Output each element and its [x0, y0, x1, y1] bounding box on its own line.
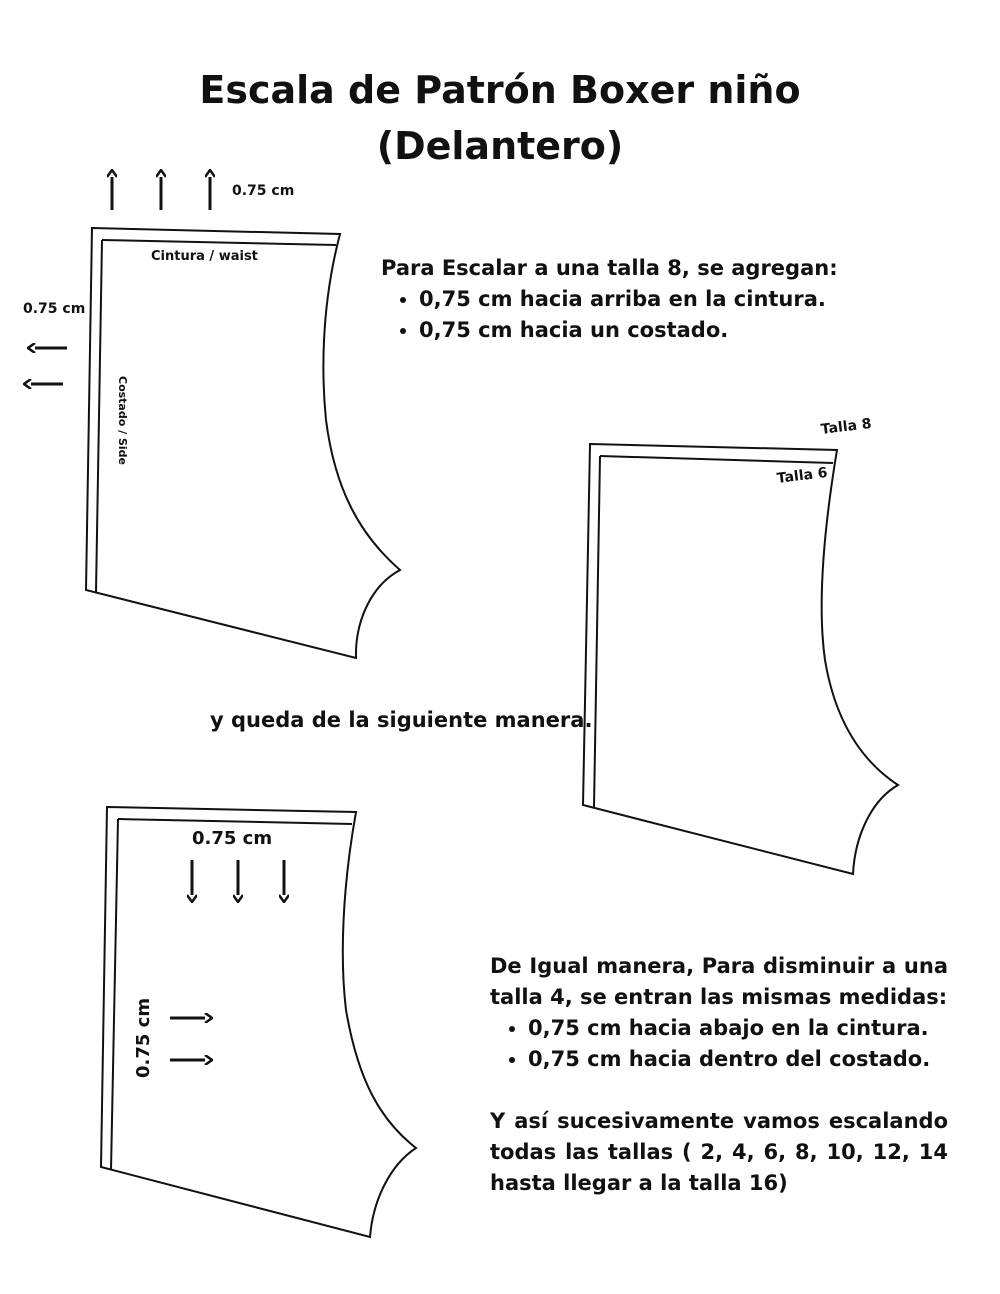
instructions-down-list — [490, 1013, 948, 1075]
instructions-up-intro: Para Escalar a una talla 8, se agregan: — [381, 256, 838, 280]
pattern-result-inner-waist — [600, 456, 833, 463]
instructions-down — [490, 951, 948, 1199]
waist-arrows-down-label: 0.75 cm — [192, 828, 273, 849]
instructions-down-bullet: • 0,75 cm hacia dentro del costado. — [528, 1044, 948, 1075]
size-8-label: Talla 8 — [820, 415, 873, 438]
pattern-top-inner-waist — [102, 240, 336, 245]
instructions-closing: Y así sucesivamente vamos escalando todas las tallas ( 2, 4, 6, 8, 10, 12, 14 hasta llegar a la talla 16) — [490, 1109, 948, 1195]
waist-arrows-up — [112, 177, 210, 210]
pattern-result — [583, 444, 898, 874]
side-arrows-right-label: 0.75 cm — [133, 997, 154, 1078]
instructions-up-bullet: • 0,75 cm hacia un costado. — [419, 315, 941, 346]
result-caption: y queda de la siguiente manera. — [210, 708, 593, 732]
pattern-top-outer — [86, 228, 400, 658]
instructions-down-intro: De Igual manera, Para disminuir a una talla 4, se entran las mismas medidas: — [490, 954, 948, 1009]
pattern-bottom-inner-side — [111, 819, 118, 1170]
waist-arrows-label: 0.75 cm — [232, 183, 295, 199]
pattern-top — [86, 228, 400, 658]
instructions-down-bullet: • 0,75 cm hacia abajo en la cintura. — [528, 1013, 948, 1044]
pattern-result-outer — [583, 444, 898, 874]
side-label: Costado / Side — [116, 376, 129, 465]
pattern-top-inner-side — [96, 240, 102, 592]
page-title: Escala de Patrón Boxer niño — [199, 68, 801, 112]
side-arrows-right — [170, 1018, 205, 1060]
page-subtitle: (Delantero) — [376, 124, 624, 168]
instructions-up — [381, 253, 941, 346]
pattern-result-inner-side — [594, 456, 600, 807]
pattern-bottom-inner-waist — [118, 819, 352, 824]
instructions-up-bullet: • 0,75 cm hacia arriba en la cintura. — [419, 284, 941, 315]
waist-arrows-down — [192, 860, 284, 895]
size-6-label: Talla 6 — [776, 464, 829, 487]
side-arrows-label: 0.75 cm — [23, 301, 86, 317]
side-arrows-left — [31, 348, 67, 384]
instructions-up-list — [381, 284, 941, 346]
waist-label: Cintura / waist — [151, 249, 258, 264]
